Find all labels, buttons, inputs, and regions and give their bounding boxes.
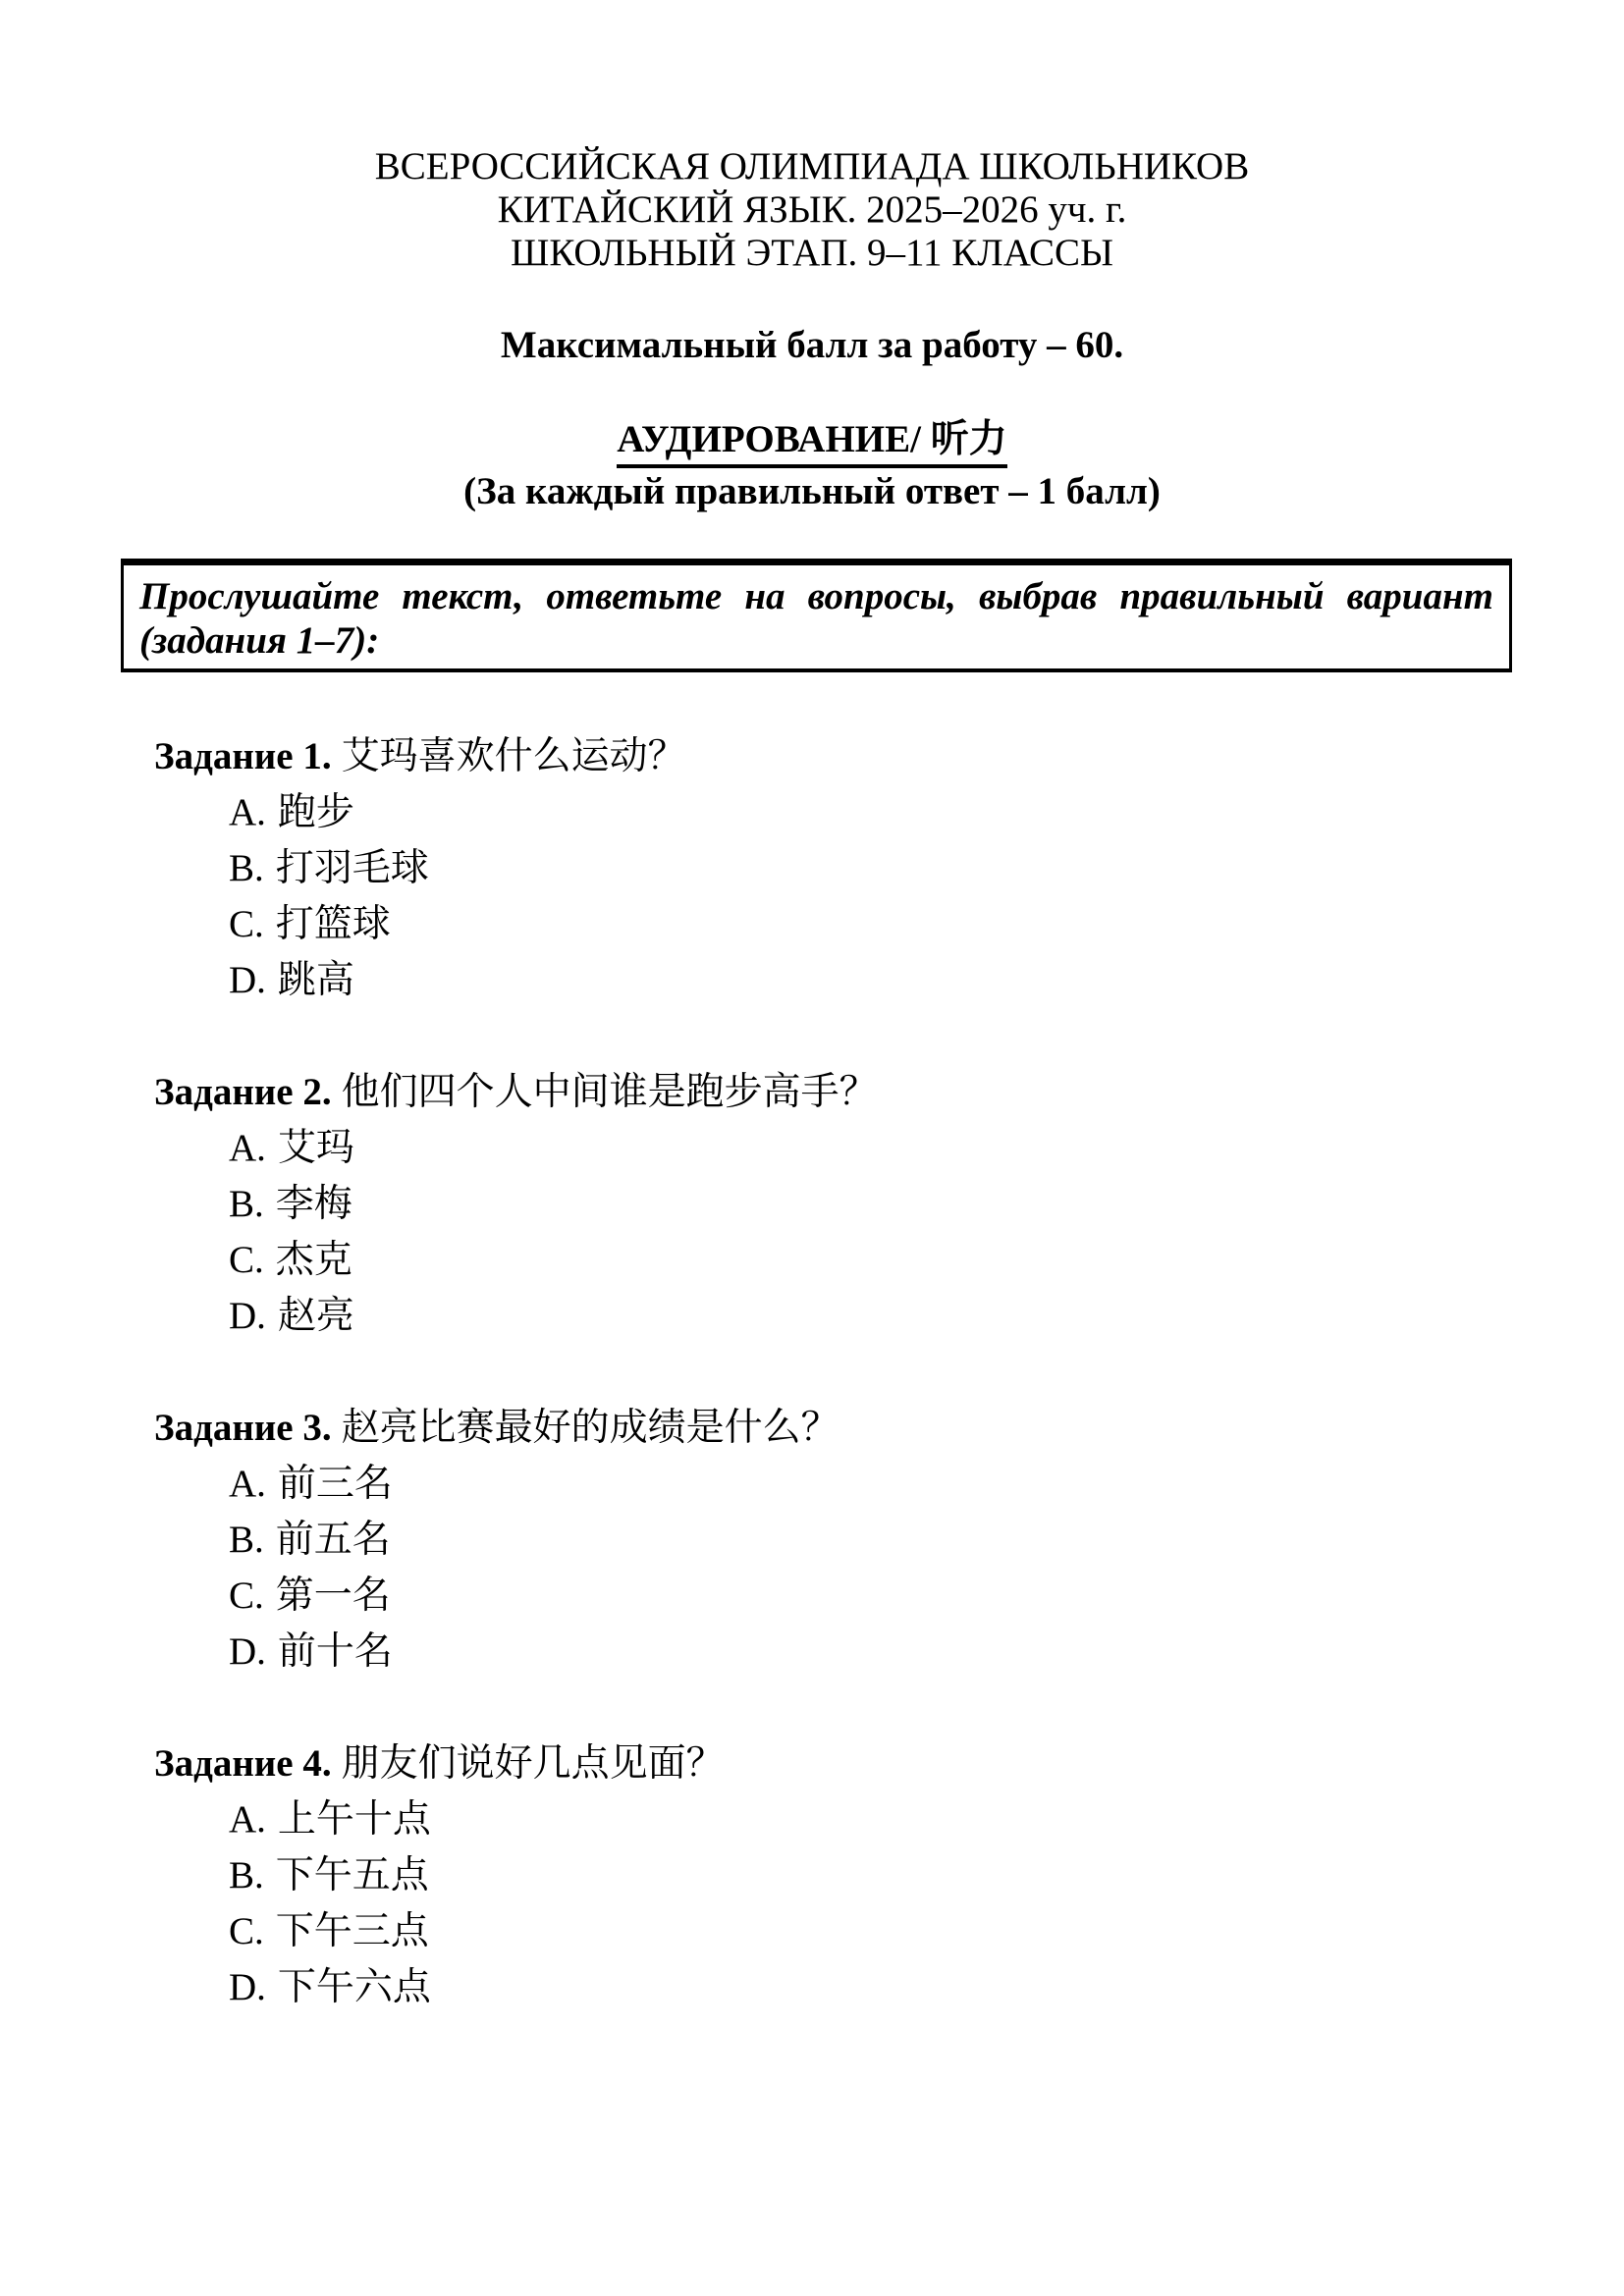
option-text: 下午三点 [275, 1910, 429, 1952]
option-letter: A. [229, 1127, 266, 1169]
max-score-line: Максимальный балл за работу – 60. [500, 324, 1124, 366]
option-letter: A. [229, 1798, 266, 1841]
title-line-3: ШКОЛЬНЫЙ ЭТАП. 9–11 КЛАССЫ [510, 232, 1114, 274]
task-1-heading [154, 728, 1512, 784]
option-text: 前五名 [275, 1519, 391, 1561]
instruction-line-2: (задания 1–7): [139, 619, 380, 662]
document-header [0, 0, 1624, 275]
option-text: 艾玛 [277, 1127, 354, 1169]
document-body [0, 559, 1624, 2015]
option-text: 赵亮 [277, 1295, 354, 1337]
option-letter: B. [229, 1183, 264, 1225]
task-4-option-c [154, 1903, 1512, 1959]
task-1-option-a [154, 784, 1512, 840]
task-2-heading [154, 1064, 1512, 1120]
title-line-1: ВСЕРОССИЙСКАЯ ОЛИМПИАДА ШКОЛЬНИКОВ [374, 145, 1250, 187]
instruction-box [121, 559, 1512, 672]
option-letter: B. [229, 847, 264, 889]
task-1-option-d [154, 952, 1512, 1008]
task-2 [154, 1064, 1512, 1344]
task-4-heading [154, 1735, 1512, 1791]
task-2-label: Задание 2. [154, 1071, 332, 1113]
option-letter: C. [229, 903, 264, 945]
option-letter: D. [229, 1966, 266, 2008]
task-2-option-d [154, 1288, 1512, 1344]
task-4-option-b [154, 1847, 1512, 1903]
option-letter: D. [229, 959, 266, 1001]
task-3-heading [154, 1400, 1512, 1456]
task-3-question: 赵亮比赛最好的成绩是什么？ [341, 1407, 839, 1449]
task-3-label: Задание 3. [154, 1407, 332, 1449]
option-text: 李梅 [275, 1183, 352, 1225]
option-text: 下午五点 [275, 1854, 429, 1896]
task-4-option-d [154, 1959, 1512, 2015]
option-text: 前十名 [277, 1630, 393, 1673]
section-scoring-note: (За каждый правильный ответ – 1 балл) [463, 470, 1161, 512]
option-letter: C. [229, 1575, 264, 1617]
task-1-label: Задание 1. [154, 735, 332, 777]
task-4-question: 朋友们说好几点见面？ [341, 1742, 725, 1785]
task-1 [154, 728, 1512, 1008]
title-line-2: КИТАЙСКИЙ ЯЗЫК. 2025–2026 уч. г. [497, 188, 1127, 231]
section-title: АУДИРОВАНИЕ/ 听力 [617, 418, 1007, 468]
option-letter: D. [229, 1630, 266, 1673]
option-letter: D. [229, 1295, 266, 1337]
option-letter: A. [229, 791, 266, 833]
option-letter: C. [229, 1910, 264, 1952]
task-2-question: 他们四个人中间谁是跑步高手？ [341, 1071, 878, 1113]
option-text: 下午六点 [277, 1966, 431, 2008]
task-2-option-c [154, 1232, 1512, 1288]
task-2-option-a [154, 1120, 1512, 1176]
task-3-option-c [154, 1568, 1512, 1624]
instruction-line-1: Прослушайте текст, ответьте на вопросы, выбрав правильный вариант [139, 575, 1493, 617]
task-4-option-a [154, 1791, 1512, 1847]
option-letter: B. [229, 1519, 264, 1561]
option-letter: A. [229, 1463, 266, 1505]
task-1-option-b [154, 840, 1512, 896]
option-text: 打羽毛球 [275, 847, 429, 889]
task-3-option-a [154, 1456, 1512, 1512]
task-4-label: Задание 4. [154, 1742, 332, 1785]
task-3-option-d [154, 1624, 1512, 1680]
option-text: 跑步 [277, 791, 354, 833]
option-letter: B. [229, 1854, 264, 1896]
option-text: 前三名 [277, 1463, 393, 1505]
task-2-option-b [154, 1176, 1512, 1232]
task-1-option-c [154, 896, 1512, 952]
task-3 [154, 1400, 1512, 1680]
task-3-option-b [154, 1512, 1512, 1568]
option-text: 杰克 [275, 1239, 352, 1281]
task-4 [154, 1735, 1512, 2015]
section-title-wrap [0, 418, 1624, 468]
option-text: 上午十点 [277, 1798, 431, 1841]
task-1-question: 艾玛喜欢什么运动？ [341, 735, 686, 777]
option-text: 跳高 [277, 959, 354, 1001]
option-text: 第一名 [275, 1575, 391, 1617]
option-letter: C. [229, 1239, 264, 1281]
option-text: 打篮球 [275, 903, 391, 945]
